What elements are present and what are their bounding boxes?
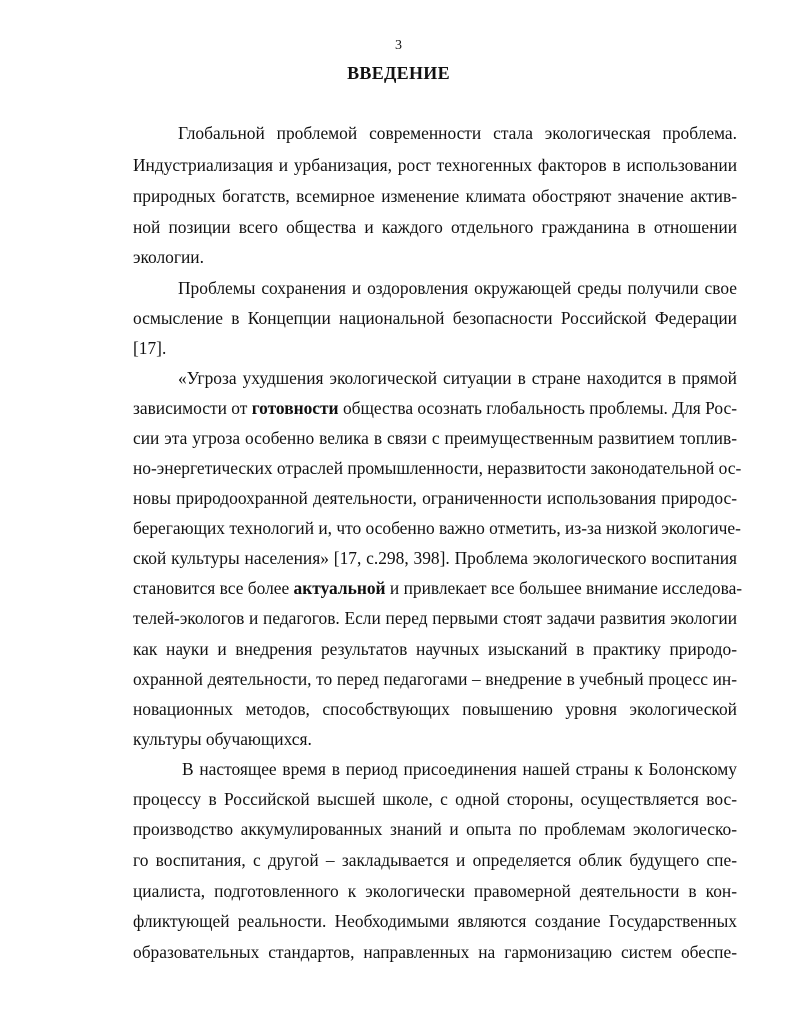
text-line: берегающих технологий и, что особенно важно отметить, из-за низкой экологиче- xyxy=(133,518,741,538)
text-line: го воспитания, с другой – закладывается и определяется облик будущего спе- xyxy=(133,850,737,870)
text-line xyxy=(133,573,743,603)
text-line: ской культуры населения» [17, с.298, 398]. Проблема экологического воспитания xyxy=(133,548,737,568)
text-line: процессу в Российской высшей школе, с одной стороны, осуществляется вос- xyxy=(133,789,737,809)
text-line xyxy=(133,393,737,423)
text-line: телей-экологов и педагогов. Если перед первыми стоят задачи развития экологии xyxy=(133,608,737,628)
text-segment: и привлекает все большее внимание исследова- xyxy=(385,578,743,598)
text-line: [17]. xyxy=(133,338,167,358)
text-line: но-энергетических отраслей промышленности, неразвитости законодательной ос- xyxy=(133,458,742,478)
text-line: природных богатств, всемирное изменение климата обостряют значение актив- xyxy=(133,186,737,206)
text-line: ной позиции всего общества и каждого отдельного гражданина в отношении xyxy=(133,217,737,237)
text-line: производство аккумулированных знаний и опыта по проблемам экологическо- xyxy=(133,819,737,839)
text-line: новы природоохранной деятельности, ограниченности использования природос- xyxy=(133,488,737,508)
text-segment: общества осознать глобальность проблемы. Для Рос- xyxy=(338,398,737,418)
text-line: В настоящее время в период присоединения нашей страны к Болонскому xyxy=(182,759,737,779)
emphasis-text: актуальной xyxy=(293,578,386,598)
text-line: новационных методов, способствующих повышению уровня экологической xyxy=(133,699,737,719)
text-line: охранной деятельности, то перед педагогами – внедрение в учебный процесс ин- xyxy=(133,669,737,689)
section-heading: ВВЕДЕНИЕ xyxy=(347,63,450,83)
emphasis-text: готовности xyxy=(251,398,339,418)
text-line: Индустриализация и урбанизация, рост техногенных факторов в использовании xyxy=(133,155,737,175)
text-line: Проблемы сохранения и оздоровления окружающей среды получили свое xyxy=(178,278,737,298)
text-line: образовательных стандартов, направленных на гармонизацию систем обеспе- xyxy=(133,942,737,962)
text-line: культуры обучающихся. xyxy=(133,729,312,749)
text-line: Глобальной проблемой современности стала экологическая проблема. xyxy=(178,123,737,143)
text-line: циалиста, подготовленного к экологически правомерной деятельности в кон- xyxy=(133,881,737,901)
text-line: «Угроза ухудшения экологической ситуации в стране находится в прямой xyxy=(178,368,737,388)
text-segment: становится все более xyxy=(133,578,294,598)
text-line: фликтующей реальности. Необходимыми являются создание Государственных xyxy=(133,911,737,931)
text-line: как науки и внедрения результатов научных изысканий в практику природо- xyxy=(133,639,737,659)
page-number: 3 xyxy=(395,38,402,53)
text-line: осмысление в Концепции национальной безопасности Российской Федерации xyxy=(133,308,737,328)
text-line: экологии. xyxy=(133,247,204,267)
text-line: сии эта угроза особенно велика в связи с преимущественным развитием топлив- xyxy=(133,428,737,448)
text-segment: зависимости от xyxy=(133,398,252,418)
